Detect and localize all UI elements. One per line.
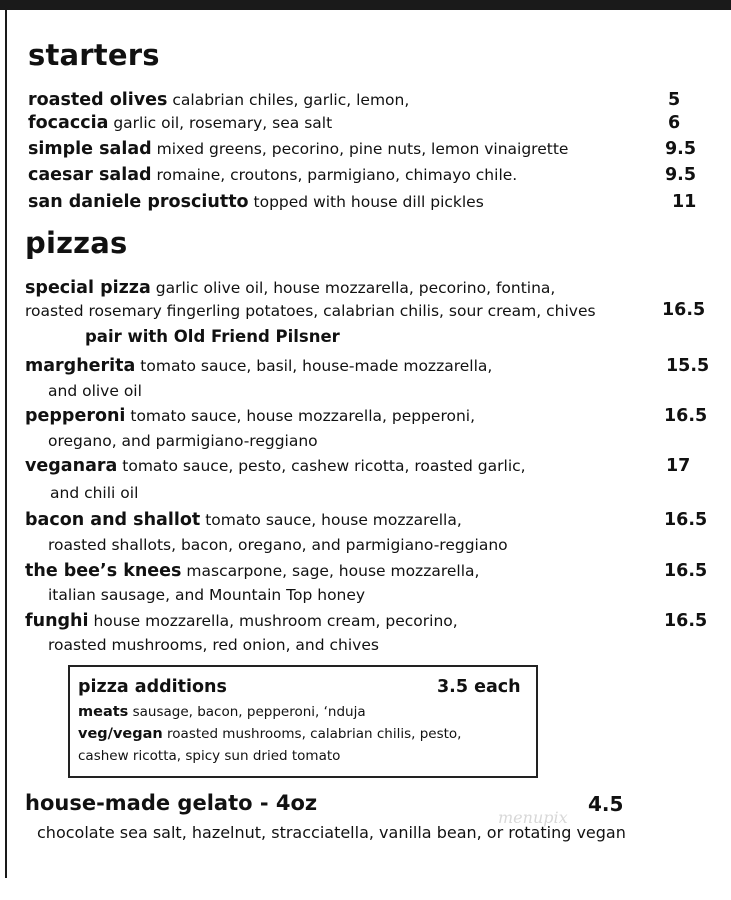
item-desc: garlic oil, rosemary, sea salt: [113, 114, 333, 132]
item-desc-continued: and olive oil: [48, 382, 142, 400]
item-name: veganara: [25, 456, 118, 476]
pizza-additions-box: [68, 665, 538, 778]
item-desc-continued: roasted rosemary fingerling potatoes, calabrian chilis, sour cream, chives: [25, 302, 596, 320]
item-desc-continued: italian sausage, and Mountain Top honey: [48, 586, 366, 604]
gelato-price: 4.5: [588, 792, 624, 816]
starter-item: [28, 90, 409, 110]
starters-heading: starters: [28, 38, 160, 72]
item-name: bacon and shallot: [25, 510, 201, 530]
item-desc: topped with house dill pickles: [253, 193, 484, 211]
additions-title: pizza additions: [78, 677, 227, 697]
item-desc: mascarpone, sage, house mozzarella,: [186, 562, 480, 580]
item-price: 16.5: [662, 300, 706, 320]
pizzas-heading: pizzas: [25, 226, 128, 260]
item-name: pepperoni: [25, 406, 126, 426]
item-price: 6: [668, 113, 681, 133]
additions-meats: [78, 704, 366, 720]
item-name: focaccia: [28, 113, 109, 133]
pizza-item: [25, 611, 458, 631]
gelato-flavors: chocolate sea salt, hazelnut, stracciatella, vanilla bean, or rotating vegan: [37, 823, 626, 842]
pizza-item: [25, 356, 492, 376]
top-border: [0, 0, 731, 10]
starter-item: [28, 165, 517, 185]
starter-item: [28, 139, 568, 159]
item-name: funghi: [25, 611, 89, 631]
item-desc: tomato sauce, house mozzarella,: [205, 511, 462, 529]
item-name: special pizza: [25, 278, 151, 298]
beer-pairing: pair with Old Friend Pilsner: [85, 327, 340, 346]
item-name: san daniele prosciutto: [28, 192, 249, 212]
pizza-item: [25, 561, 479, 581]
item-price: 11: [672, 192, 697, 212]
left-border: [5, 10, 7, 878]
item-desc-continued: roasted mushrooms, red onion, and chives: [48, 636, 379, 654]
starter-item: [28, 192, 484, 212]
additions-price: 3.5 each: [437, 677, 521, 697]
meats-list: sausage, bacon, pepperoni, ‘nduja: [132, 704, 366, 720]
item-price: 15.5: [666, 356, 710, 376]
item-price: 17: [666, 456, 691, 476]
item-name: the bee’s knees: [25, 561, 182, 581]
veg-list-continued: cashew ricotta, spicy sun dried tomato: [78, 748, 341, 764]
item-desc: romaine, croutons, parmigiano, chimayo chile.: [156, 166, 518, 184]
special-pizza: [25, 278, 555, 298]
item-name: margherita: [25, 356, 136, 376]
item-desc: mixed greens, pecorino, pine nuts, lemon vinaigrette: [156, 140, 569, 158]
item-price: 16.5: [664, 510, 708, 530]
pizza-item: [25, 406, 475, 426]
item-name: roasted olives: [28, 90, 168, 110]
pizza-item: [25, 456, 526, 476]
veg-list: roasted mushrooms, calabrian chilis, pesto,: [167, 726, 462, 742]
item-desc-continued: oregano, and parmigiano-reggiano: [48, 432, 318, 450]
item-price: 16.5: [664, 406, 708, 426]
veg-label: veg/vegan: [78, 726, 163, 742]
item-price: 5: [668, 90, 681, 110]
item-desc-continued: roasted shallots, bacon, oregano, and parmigiano-reggiano: [48, 536, 508, 554]
item-price: 16.5: [664, 611, 708, 631]
meats-label: meats: [78, 704, 129, 720]
item-desc: calabrian chiles, garlic, lemon,: [172, 91, 410, 109]
pizza-item: [25, 510, 462, 530]
item-name: caesar salad: [28, 165, 152, 185]
gelato-name: house-made gelato - 4oz: [25, 791, 318, 815]
item-price: 16.5: [664, 561, 708, 581]
item-desc: tomato sauce, pesto, cashew ricotta, roasted garlic,: [122, 457, 526, 475]
watermark-logo: menupix: [498, 808, 568, 827]
item-desc: tomato sauce, basil, house-made mozzarella,: [140, 357, 493, 375]
item-desc: tomato sauce, house mozzarella, pepperoni,: [130, 407, 476, 425]
starter-item: [28, 113, 332, 133]
item-desc-continued: and chili oil: [50, 484, 139, 502]
item-desc: garlic olive oil, house mozzarella, pecorino, fontina,: [155, 279, 556, 297]
item-price: 9.5: [665, 165, 697, 185]
item-desc: house mozzarella, mushroom cream, pecorino,: [93, 612, 458, 630]
item-name: simple salad: [28, 139, 152, 159]
additions-veg: [78, 726, 461, 742]
item-price: 9.5: [665, 139, 697, 159]
